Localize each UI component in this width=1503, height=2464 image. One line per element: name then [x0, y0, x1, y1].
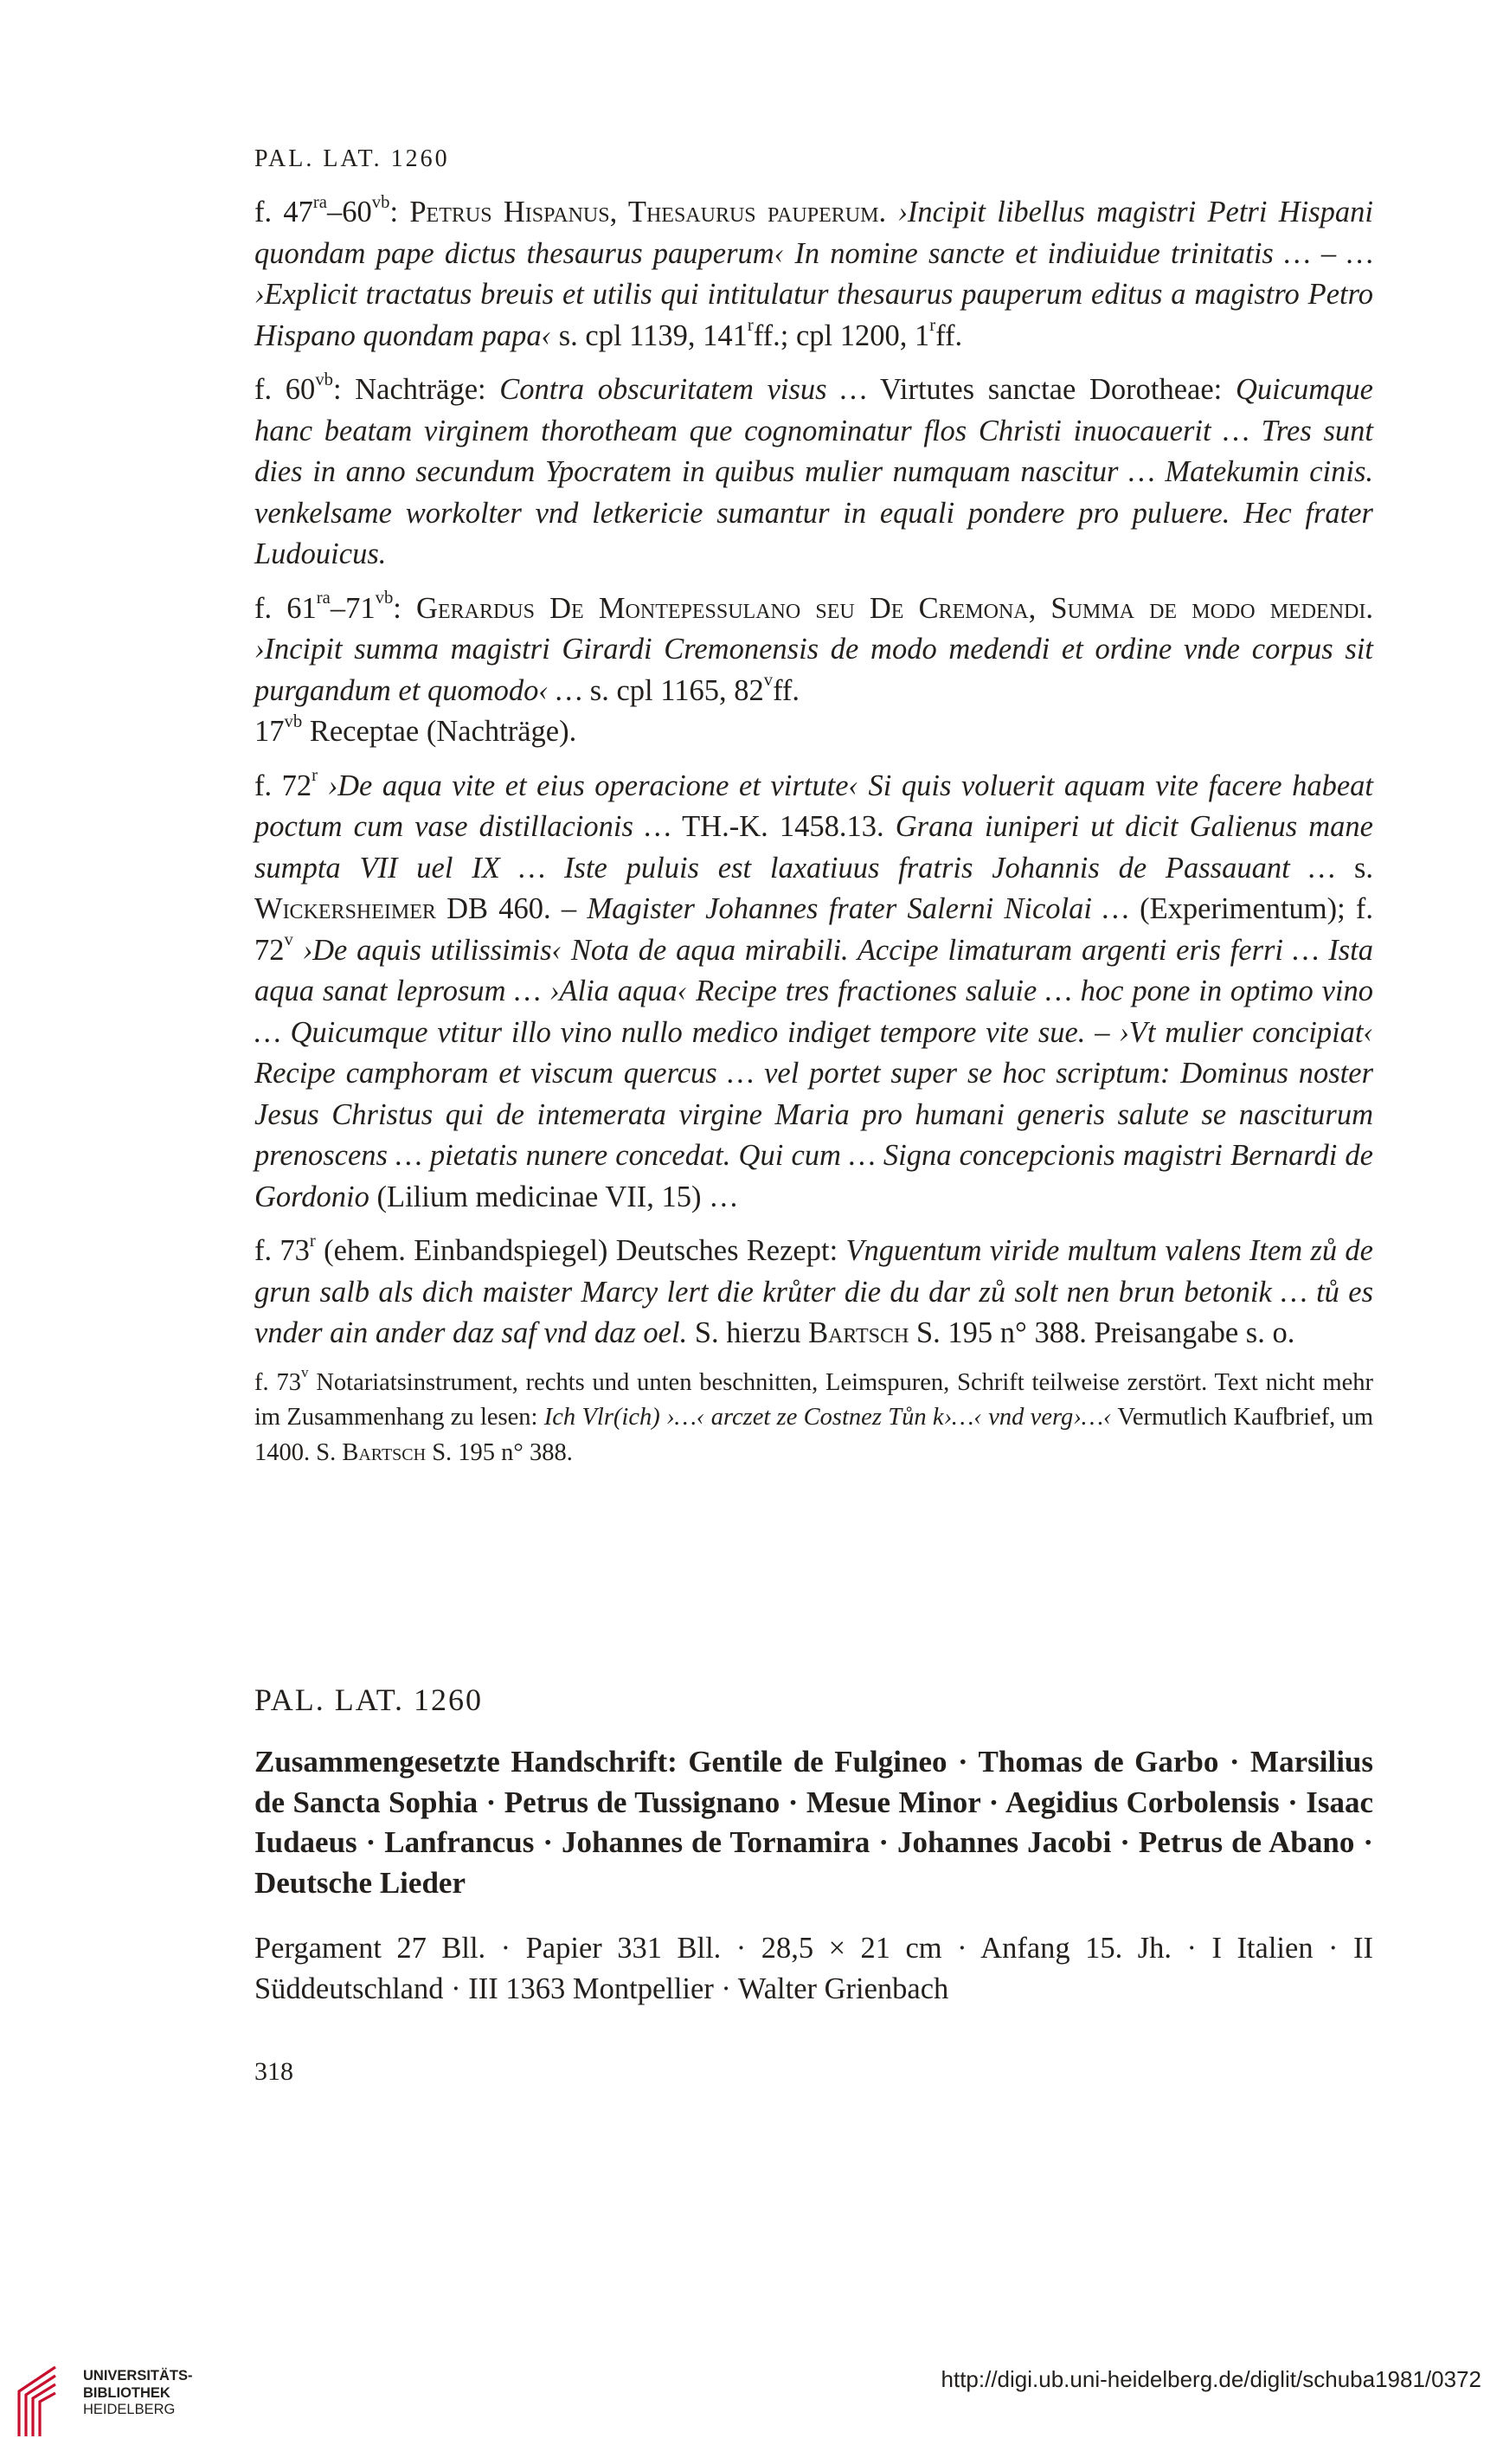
incipit-text: Contra obscuritatem visus … [499, 373, 867, 406]
incipit-text: Vnguentum viride multum valens Item zů de grun salb als dich maister Marcy lert die krůter die du dar zů solt nen brun betonik … tů es vnder ain ander daz saf vnd daz oel. [254, 1234, 1373, 1349]
catalog-entries [254, 192, 1373, 1470]
ref-sup: v [763, 671, 774, 690]
reference-tail: ff. [935, 318, 963, 352]
entry-f47 [254, 192, 1373, 357]
library-logo-icon [16, 2362, 62, 2440]
author-ref: Bartsch [808, 1316, 909, 1349]
incipit-text: Ich Vlr(ich) ›…‹ arczet ze Costnez Tůn k›…‹ vnd verg›…‹ [543, 1404, 1112, 1431]
entry-f60 [254, 370, 1373, 576]
manuscript-description: Pergament 27 Bll. · Papier 331 Bll. · 28,5 × 21 cm · Anfang 15. Jh. · I Italien · II Süddeutschland · III 1363 Montpellier · Walter Grienbach [254, 1932, 1373, 2005]
folio-sup: vb [315, 370, 333, 389]
folio-sup: v [284, 930, 293, 949]
page-number: 318 [254, 2057, 293, 2086]
entry-text: TH.-K. 1458.13. [682, 810, 884, 843]
folio-sup: vb [371, 192, 390, 212]
library-name-line: BIBLIOTHEK [83, 2384, 170, 2401]
library-name-line: UNIVERSITÄTS- [83, 2368, 193, 2384]
folio-range: –71 [330, 591, 376, 625]
entry-text: S. 195 n° 388. [432, 1438, 573, 1466]
entry-label: : Nachträge: [333, 373, 486, 406]
reference: s. cpl 1139, 141 [558, 318, 748, 352]
author-ref: Bartsch [342, 1438, 427, 1466]
folio-ref: f. 60 [254, 373, 316, 406]
ref-sup: r [929, 316, 936, 335]
author-title: Petrus Hispanus, Thesaurus pauperum. [409, 196, 887, 228]
folio-ref: f. 72 [254, 769, 312, 802]
folio-ref: f. 73 [254, 1368, 301, 1396]
footer-bar [0, 2350, 1503, 2464]
reference-tail: ff. [773, 673, 800, 707]
folio-sup: r [312, 766, 318, 785]
author-ref: Wickersheimer [254, 892, 436, 925]
entry-text: (Experimentum); f. 72 [254, 892, 1374, 967]
entry-f72 [254, 766, 1373, 1219]
library-name-line: HEIDELBERG [83, 2402, 176, 2417]
entry-text: DB 460. – [446, 892, 577, 925]
running-head: PAL. LAT. 1260 [254, 145, 450, 172]
entry-f73v [254, 1366, 1373, 1471]
entry-text: Vermutlich Kaufbrief, um 1400. S. [254, 1404, 1373, 1466]
folio-sup: v [300, 1364, 309, 1380]
incipit-text: ›Incipit libellus magistri Petri Hispani quondam pape dictus thesaurus pauperum‹ In nomine sancte et indiuidue trinitatis … – … ›Explicit tractatus breuis et utilis qui intitulatur thesaurus pauperum editus a magistro Petro Hispano quondam papa‹ [254, 196, 1374, 352]
entry-text: S. hierzu [694, 1316, 801, 1349]
section-heading: PAL. LAT. 1260 [254, 1682, 484, 1717]
incipit-text: ›Incipit summa magistri Girardi Cremonensis de modo medendi et ordine vnde corpus sit purgandum et quomodo‹ … [254, 633, 1373, 707]
library-name [83, 2368, 193, 2419]
folio-ref: 17 [254, 715, 285, 748]
entry-text: S. 195 n° 388. Preisangabe s. o. [915, 1316, 1295, 1349]
source-url-link[interactable]: http://digi.ub.uni-heidelberg.de/diglit/schuba1981/0372 [941, 2366, 1481, 2392]
folio-sup: vb [375, 589, 394, 608]
entry-text: s. [1353, 851, 1374, 885]
folio-sup: ra [312, 192, 327, 212]
folio-ref: f. 61 [254, 591, 317, 625]
incipit-text: ›De aqua vite et eius operacione et virtute‹ Si quis voluerit aquam vite facere habeat poctum cum vase distillacionis … [254, 769, 1373, 843]
incipit-text: Grana iuniperi ut dicit Galienus mane sumpta VII uel IX … Iste puluis est laxatiuus fratris Johannis de Passauant … [254, 810, 1373, 885]
entry-text: Virtutes sanctae Dorotheae: [880, 373, 1223, 406]
folio-sup: r [309, 1231, 316, 1251]
incipit-text: Magister Johannes frater Salerni Nicolai … [587, 892, 1129, 925]
entry-f61 [254, 589, 1373, 753]
author-title: Gerardus De Montepessulano seu De Cremona, Summa de modo medendi. [416, 591, 1373, 625]
folio-sup: vb [284, 711, 303, 731]
incipit-text: ›De aquis utilissimis‹ Nota de aqua mirabili. Accipe limaturam argenti eris ferri … Ista aqua sanat leprosum … ›Alia aqua‹ Recipe tres fractiones saluie … hoc pone in optimo vino … Quicumque vtitur illo vino nullo medico indiget tempore vite sue. – ›Vt mulier concipiat‹ Recipe camphoram et viscum quercus … vel portet super se hoc scriptum: Dominus noster Jesus Christus qui de intemerata virgine Maria pro humani generis salute se nasciturum prenoscens … pietatis nunere concedat. Qui cum … Signa concepcionis magistri Bernardi de Gordonio [254, 933, 1373, 1213]
entry-text: (Lilium medicinae VII, 15) … [376, 1180, 739, 1213]
incipit-text: Quicumque hanc beatam virginem thorotheam que cognominatur flos Christi inuocauerit … Tres sunt dies in anno secundum Ypocratem in quibus mulier numquam nascitur … Matekumin cinis. venkelsame workolter vnd letkericie sumantur in equali pondere pro puluere. Hec frater Ludouicus. [254, 373, 1373, 570]
ref-sup: r [747, 316, 754, 335]
folio-ref: f. 73 [254, 1234, 310, 1267]
manuscript-title: Zusammengesetzte Handschrift: Gentile de Fulgineo · Thomas de Garbo · Marsilius de Sancta Sophia · Petrus de Tussignano · Mesue Minor · Aegidius Corbolensis · Isaac Iudaeus · Lanfrancus · Johannes de Tornamira · Johannes Jacobi · Petrus de Abano · Deutsche Lieder [254, 1745, 1373, 1900]
colon: : [393, 591, 401, 625]
folio-ref: f. 47 [254, 196, 313, 228]
folio-range: –60 [327, 196, 372, 228]
reference: s. cpl 1165, 82 [589, 673, 764, 707]
entry-text: (ehem. Einbandspiegel) Deutsches Rezept: [324, 1234, 838, 1267]
folio-sup: ra [316, 589, 331, 608]
colon: : [389, 196, 399, 228]
entry-f73r [254, 1231, 1373, 1354]
entry-text: Notariatsinstrument, rechts und unten beschnitten, Leimspuren, Schrift teilweise zerstört. Text nicht mehr im Zusammenhang zu lesen: [254, 1368, 1374, 1431]
entry-text: Receptae (Nachträge). [309, 715, 577, 748]
reference-tail: ff.; cpl 1200, 1 [753, 318, 930, 352]
